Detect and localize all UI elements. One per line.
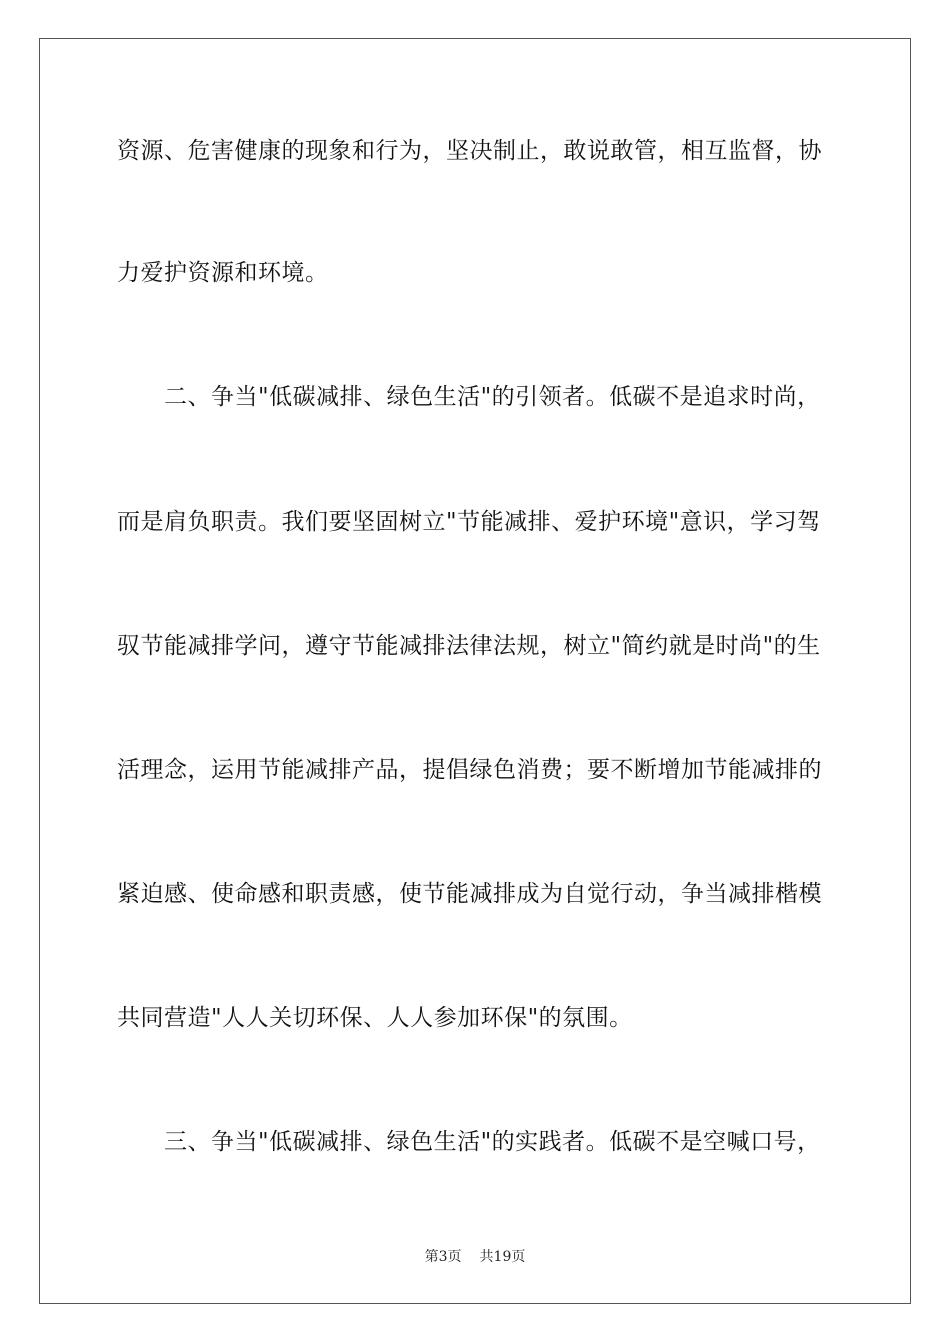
paragraph-line-1: 资源、危害健康的现象和行为，坚决制止，敢说敢管，相互监督，协 [117,138,822,164]
page-border [39,38,911,1304]
paragraph-line-2: 力爱护资源和环境。 [117,260,329,286]
page-number: 第3页 [424,1249,462,1265]
paragraph-line-6: 活理念，运用节能减排产品，提倡绿色消费；要不断增加节能减排的 [117,757,822,783]
paragraph-line-5: 驭节能减排学问，遵守节能减排法律法规，树立"简约就是时尚"的生 [117,633,821,659]
page-total: 共19页 [479,1249,526,1265]
paragraph-line-3: 二、争当"低碳减排、绿色生活"的引领者。低碳不是追求时尚， [164,384,821,410]
paragraph-line-8: 共同营造"人人关切环保、人人参加环保"的氛围。 [117,1005,633,1031]
paragraph-line-7: 紧迫感、使命感和职责感，使节能减排成为自觉行动，争当减排楷模 [117,881,822,907]
page-footer [0,1248,950,1266]
paragraph-line-4: 而是肩负职责。我们要坚固树立"节能减排、爱护环境"意识，学习驾 [117,509,821,535]
paragraph-line-9: 三、争当"低碳减排、绿色生活"的实践者。低碳不是空喊口号， [164,1129,821,1155]
